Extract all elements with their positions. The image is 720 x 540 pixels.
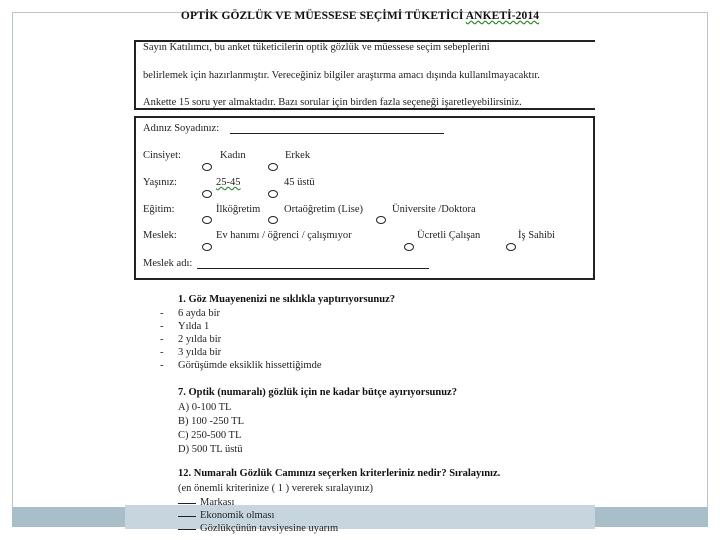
- q1-option-5[interactable]: Görüşümde eksiklik hissettiğimde: [178, 360, 322, 371]
- slide-footer-left: [12, 507, 125, 527]
- gender-female-radio[interactable]: [202, 163, 212, 171]
- job-option-business-owner: İş Sahibi: [518, 230, 556, 241]
- gender-option-male: Erkek: [285, 150, 311, 161]
- name-label: Adınız Soyadınız:: [143, 123, 220, 134]
- q7-option-b[interactable]: B) 100 -250 TL: [178, 416, 245, 427]
- question-7: 7. Optik (numaralı) gözlük için ne kadar bütçe ayırıyorsunuz?: [178, 387, 457, 398]
- slide-frame-left: [12, 12, 125, 527]
- job-label: Meslek:: [143, 230, 177, 241]
- intro-line-1: Sayın Katılımcı, bu anket tüketicilerin optik gözlük ve müessese seçim sebeplerini: [143, 42, 490, 53]
- q1-bullet: -: [160, 308, 164, 319]
- gender-label: Cinsiyet:: [143, 150, 181, 161]
- age-25-45-radio[interactable]: [202, 190, 212, 198]
- job-option-employee: Ücretli Çalışan: [417, 230, 481, 241]
- q12-option-1-label: Markası: [200, 497, 235, 508]
- job-home-radio[interactable]: [202, 243, 212, 251]
- q1-option-3[interactable]: 2 yılda bir: [178, 334, 222, 345]
- education-primary-radio[interactable]: [202, 216, 212, 224]
- question-12: 12. Numaralı Gözlük Camınızı seçerken kriterleriniz nedir? Sıralayınız.: [178, 468, 501, 479]
- rank-input-line[interactable]: [178, 503, 196, 504]
- rank-input-line[interactable]: [178, 529, 196, 530]
- q7-option-c[interactable]: C) 250-500 TL: [178, 430, 242, 441]
- q12-option-3[interactable]: [178, 523, 338, 534]
- survey-title: [125, 10, 595, 22]
- job-name-input-line[interactable]: [197, 268, 429, 269]
- q12-option-2[interactable]: [178, 510, 274, 521]
- q12-option-2-label: Ekonomik olması: [200, 510, 275, 521]
- gender-option-female: Kadın: [220, 150, 246, 161]
- q7-option-d[interactable]: D) 500 TL üstü: [178, 444, 243, 455]
- job-name-label: Meslek adı:: [143, 258, 193, 269]
- q1-option-2[interactable]: Yılda 1: [178, 321, 210, 332]
- job-employee-radio[interactable]: [404, 243, 414, 251]
- education-university-radio[interactable]: [376, 216, 386, 224]
- survey-title-year: ANKETİ-2014: [465, 10, 540, 22]
- age-45-plus-radio[interactable]: [268, 190, 278, 198]
- age-option-25-45: 25-45: [216, 177, 241, 188]
- job-business-owner-radio[interactable]: [506, 243, 516, 251]
- q1-bullet: -: [160, 360, 164, 371]
- rank-input-line[interactable]: [178, 516, 196, 517]
- education-highschool-radio[interactable]: [268, 216, 278, 224]
- intro-line-3: Ankette 15 soru yer almaktadır. Bazı sorular için birden fazla seçeneği işaretleyebilirsiniz.: [143, 97, 522, 108]
- q12-instruction: (en önemli kriterinize ( 1 ) vererek sıralayınız): [178, 483, 374, 494]
- job-option-home: Ev hanımı / öğrenci / çalışmıyor: [216, 230, 352, 241]
- education-option-highschool: Ortaöğretim (Lise): [284, 204, 364, 215]
- name-input-line[interactable]: [230, 133, 444, 134]
- slide-footer-right: [595, 507, 708, 527]
- age-option-45-plus: 45 üstü: [284, 177, 315, 188]
- q12-option-3-label: Gözlükçünün tavsiyesine uyarım: [200, 523, 339, 534]
- age-label: Yaşınız:: [143, 177, 177, 188]
- q12-option-1[interactable]: [178, 497, 234, 508]
- q1-option-4[interactable]: 3 yılda bir: [178, 347, 222, 358]
- intro-line-2: belirlemek için hazırlanmıştır. Vereceğiniz bilgiler araştırma amacı dışında kullanılmayacaktır.: [143, 70, 540, 81]
- education-option-primary: İlköğretim: [216, 204, 261, 215]
- survey-title-main: OPTİK GÖZLÜK VE MÜESSESE SEÇİMİ TÜKETİCİ: [180, 10, 464, 22]
- q1-bullet: -: [160, 334, 164, 345]
- slide-frame-right: [595, 12, 708, 527]
- education-option-university: Üniversite /Doktora: [392, 204, 476, 215]
- gender-male-radio[interactable]: [268, 163, 278, 171]
- q7-option-a[interactable]: A) 0-100 TL: [178, 402, 232, 413]
- q1-bullet: -: [160, 321, 164, 332]
- q1-option-1[interactable]: 6 ayda bir: [178, 308, 220, 319]
- identity-box: [134, 116, 595, 280]
- q1-bullet: -: [160, 347, 164, 358]
- question-1: 1. Göz Muayenenizi ne sıklıkla yaptırıyorsunuz?: [178, 294, 396, 305]
- education-label: Eğitim:: [143, 204, 175, 215]
